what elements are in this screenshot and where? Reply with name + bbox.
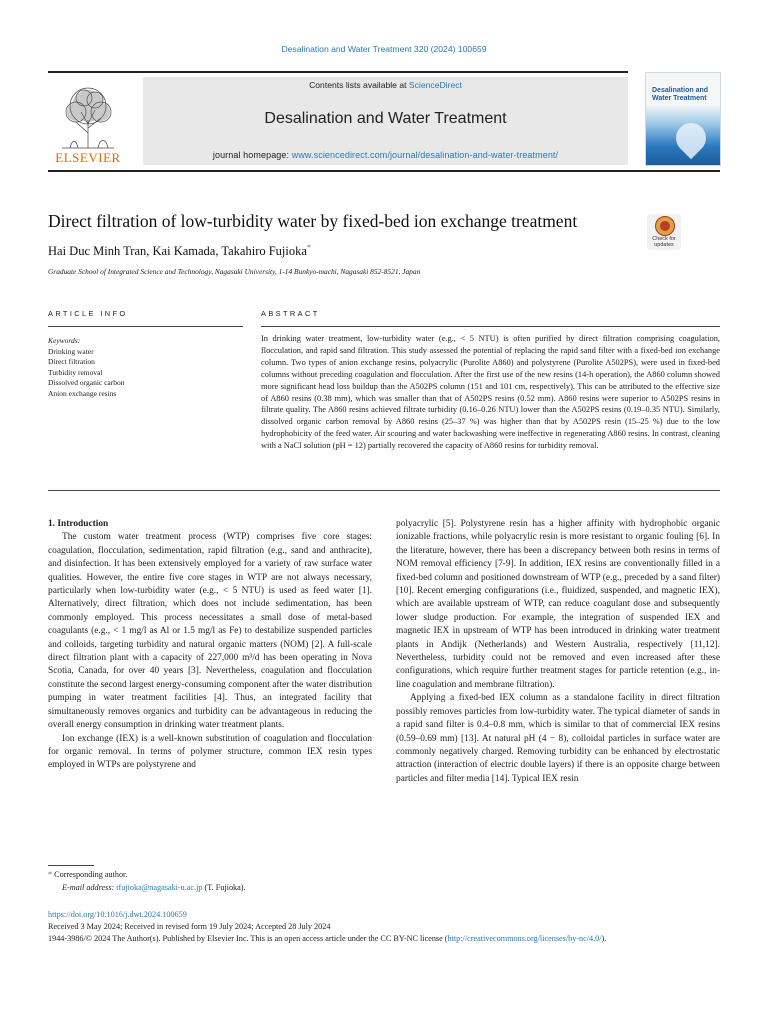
introduction-heading: 1. Introduction (48, 519, 109, 529)
body-left-column (48, 518, 372, 773)
footnote-mark: * (48, 870, 53, 879)
check-updates-icon (655, 216, 675, 236)
header-bottom-rule (48, 170, 720, 172)
keyword-item: Turbidity removal (48, 367, 103, 377)
keyword-item: Dissolved organic carbon (48, 378, 125, 387)
journal-header (143, 77, 628, 165)
keywords-label: Keywords: (48, 336, 81, 345)
author-email-link[interactable]: tfujioka@nagasaki-u.ac.jp (116, 883, 203, 892)
keyword-item: Drinking water (48, 346, 94, 356)
keywords-list (48, 336, 125, 399)
check-for-updates-button[interactable] (647, 214, 681, 250)
article-title: Direct filtration of low-turbidity water by fixed-bed ion exchange treatment (48, 211, 578, 231)
corresponding-label: Corresponding author. (54, 870, 128, 879)
keyword-item: Direct filtration (48, 357, 95, 366)
author-affiliation: Graduate School of Integrated Science and Technology, Nagasaki University, 1-14 Bunkyo-machi, Nagasaki 852-8521, Japan (48, 267, 421, 276)
license-link[interactable]: http://creativecommons.org/licenses/by-nc/4.0/ (447, 934, 602, 943)
check-updates-label: Check for updates (652, 236, 676, 248)
cover-title: Desalination and Water Treatment (652, 87, 709, 102)
journal-homepage-line (143, 150, 628, 160)
body-paragraph: Applying a fixed-bed IEX column as a standalone facility in direct filtration possibly removes particles from low-turbidity water. The typical diameter of sands in a rapid sand filter is 0.4–0.8 mm, which is similar to that of commercial IEX resins (0.59–0.69 mm) [13]. At natural pH (4 − 8), colloidal particles in surface water are commonly negatively charged. Removing turbidity can be enhanced by electrostatic attraction (interaction of electric double layers) if there is an opposite charge between particles and filter media [14]. Typical IEX resin (396, 693, 720, 784)
journal-cover-image[interactable] (645, 72, 721, 166)
abstract-heading: ABSTRACT (261, 309, 320, 318)
body-paragraph: The custom water treatment process (WTP) comprises five core stages: coagulation, flocculation, sedimentation, rapid filtration (e.g., sand and anthracite), and disinfection. It has been extensively employed for a variety of raw surface water qualities. However, the entire five core stages in WTP are not always necessary, particularly when low-turbidity water (e.g., < 5 NTU) is used as feed water [1]. Alternatively, direct filtration, which does not include sedimentation, has been commonly employed. This process necessitates a small dose of metal-based coagulants (e.g., < 1 mg/l as Al or 1.5 mg/l as Fe) to destabilize suspended particles and colloids, targeting turbidity and natural organic matters (NOM) [2]. A full-scale direct filtration plant with a capacity of 227,000 m³/d has been operating in Nova Scotia, Canada, for over 40 years [3]. Nevertheless, coagulation and flocculation constitute the second largest energy-consuming component after the water distribution pumping in water treatment facilities [4]. Thus, an integrated facility that simultaneously removes organics and turbidity can be advantageous in reducing the overall energy consumption in drinking water treatment plants. (48, 532, 372, 731)
journal-citation[interactable]: Desalination and Water Treatment 320 (2024) 100659 (281, 44, 487, 54)
keyword-item: Anion exchange resins (48, 388, 117, 398)
license-text: 1944-3986/© 2024 The Author(s). Published by Elsevier Inc. This is an open access article under the CC BY-NC license ( (48, 934, 448, 943)
homepage-label: journal homepage: (212, 150, 292, 160)
article-info-rule (48, 326, 243, 327)
abstract-text: In drinking water treatment, low-turbidity water (e.g., < 5 NTU) is often purified by direct filtration comprising coagulation, flocculation, and rapid sand filtration. This study assessed the potential of replacing the rapid sand filter with a fixed-bed ion exchange column. Two types of anion exchange resins, polyacrylic (Purolite A860) and polystyrene (Purolite A502PS), were used in fixed-bed columns without preceding coagulation and flocculation. After the first use of the new resins (14-h operation), the A860 column showed more significant head loss buildup than the A502PS column (151 and 101 cm, respectively). This can be attributed to the effective size of A860 resins (0.38 mm), which was smaller than that of A502PS resins (0.52 mm). A860 resins were superior to A502PS resins in filtrate quality. The A860 resins achieved filtrate turbidity (0.16–0.26 NTU) lower than the A502PS resins (0.19–0.35 NTU). Similarly, dissolved organic carbon removal by A860 resins (25–37 %) was higher than that by A502PS resin (15–25 %) due to the low hydrophobicity of the feed water. Air scouring and water backwashing were ineffective in regenerating A860 resins. In contrast, cleaning with a NaCl solution (pH = 12) partially recovered the capacity of A860 resins for turbidity removal. (261, 334, 720, 451)
contents-line (143, 80, 628, 90)
journal-title: Desalination and Water Treatment (264, 110, 507, 127)
article-history: Received 3 May 2024; Received in revised form 19 July 2024; Accepted 28 July 2024 (48, 922, 331, 931)
sciencedirect-link[interactable]: ScienceDirect (408, 80, 462, 90)
doi-link[interactable]: https://doi.org/10.1016/j.dwt.2024.100659 (48, 910, 187, 919)
homepage-link[interactable]: www.sciencedirect.com/journal/desalination-and-water-treatment/ (291, 150, 559, 160)
article-info-heading: ARTICLE INFO (48, 309, 128, 318)
body-right-column (396, 518, 720, 786)
abstract-bottom-rule (48, 490, 720, 491)
email-suffix: (T. Fujioka). (202, 883, 246, 892)
license-statement (48, 933, 720, 945)
author-names: Hai Duc Minh Tran, Kai Kamada, Takahiro Fujioka (48, 244, 307, 259)
publication-info (48, 909, 720, 945)
header-top-rule (48, 71, 628, 73)
corresponding-author-mark[interactable]: * (306, 243, 311, 252)
body-paragraph: polyacrylic [5]. Polystyrene resin has a higher affinity with hydrophobic organic ionizable fractions, while polyacrylic resin is more resistant to organic fouling [6]. In the literature, however, there has been a discrepancy between both resins in terms of NOM removal efficiency [7-9]. In addition, IEX resins are conventionally filled in a fixed-bed column and positioned downstream of WTP (e.g., preceded by a sand filter) [10]. Recent emerging configurations (i.e., fluidized, suspended, and magnetic IEX), which are available upstream of WTP, can reduce coagulant dose and subsequently lower sludge production. For example, the integration of suspended IEX and magnetic IEX in upstream of WTP has been introduced in drinking water treatment plants in Andijk (Netherlands) and Western Australia, respectively [11,12]. Nevertheless, turbidity could not be removed and even increased after these configurations, which require further treatment stages for particle retention (e.g., in-line coagulation and membrane filtration). (396, 519, 720, 690)
author-list (48, 243, 311, 259)
corresponding-author-footnote (48, 868, 246, 894)
license-close: ). (601, 934, 607, 943)
abstract-rule (261, 326, 720, 327)
email-label: E-mail address: (62, 883, 117, 892)
body-paragraph: Ion exchange (IEX) is a well-known substitution of coagulation and flocculation for organic removal. In terms of polymer structure, common IEX resin types employed in WTPs are polystyrene and (48, 733, 372, 771)
elsevier-wordmark[interactable]: ELSEVIER (55, 150, 121, 165)
water-drop-graphic (670, 117, 712, 159)
footnote-rule (48, 865, 94, 866)
contents-prefix: Contents lists available at (309, 80, 409, 90)
